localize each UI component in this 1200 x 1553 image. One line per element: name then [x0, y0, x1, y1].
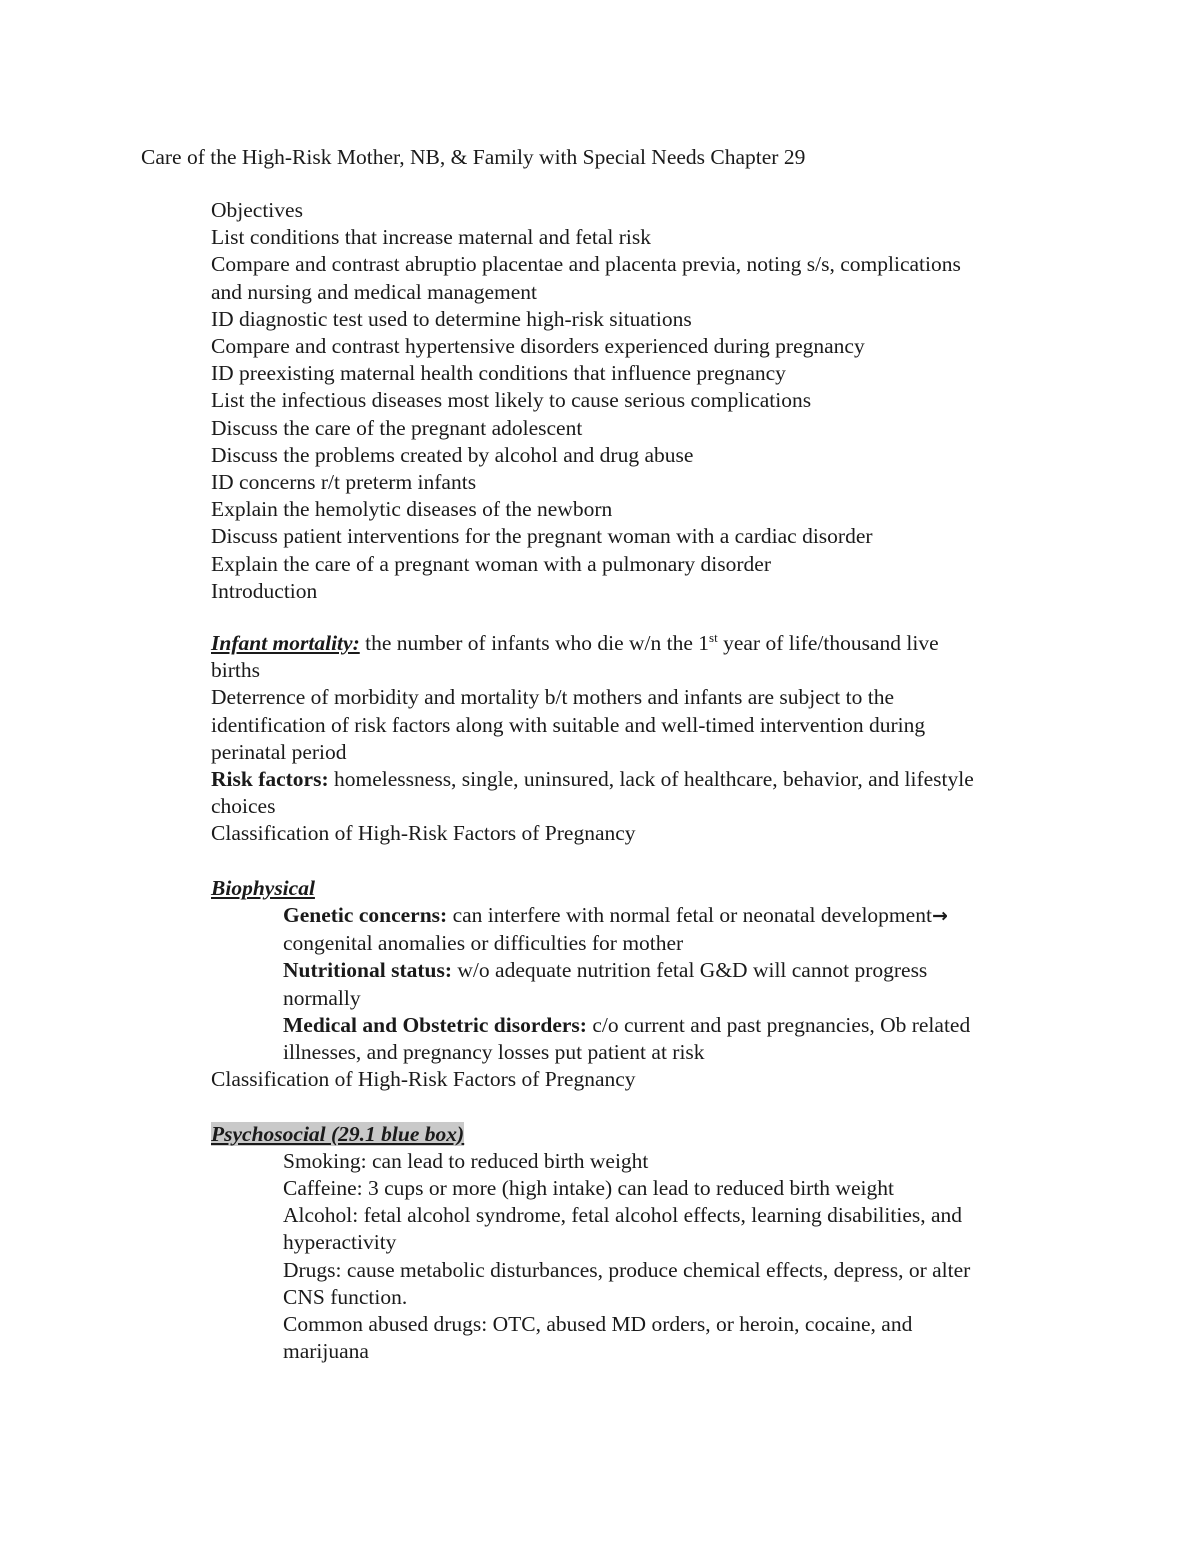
medical-obstetric-line: Medical and Obstetric disorders: c/o current and past pregnancies, Ob related [283, 1012, 971, 1037]
deterrence-line: identification of risk factors along with suitable and well-timed intervention during [211, 712, 926, 737]
objective-line: Compare and contrast abruptio placentae and placenta previa, noting s/s, complications [211, 252, 961, 277]
psychosocial-line: marijuana [283, 1339, 369, 1364]
objective-line: ID diagnostic test used to determine high-risk situations [211, 306, 692, 331]
psychosocial-line: hyperactivity [283, 1230, 397, 1255]
risk-factors-line: choices [211, 794, 276, 819]
deterrence-line: Deterrence of morbidity and mortality b/t mothers and infants are subject to the [211, 685, 895, 710]
objective-line: ID preexisting maternal health conditions that influence pregnancy [211, 361, 786, 386]
arrow-right-icon: → [931, 905, 948, 928]
objective-line: ID concerns r/t preterm infants [211, 470, 477, 495]
genetic-concerns-line: Genetic concerns: can interfere with normal fetal or neonatal development→ [283, 903, 948, 928]
objective-line: Explain the care of a pregnant woman with a pulmonary disorder [211, 551, 772, 576]
objective-line: Discuss patient interventions for the pregnant woman with a cardiac disorder [211, 524, 873, 549]
infant-mortality-line: births [211, 658, 260, 683]
infant-mortality-term: Infant mortality: [211, 631, 360, 655]
page-title: Care of the High-Risk Mother, NB, & Family with Special Needs Chapter 29 [141, 145, 806, 169]
psychosocial-line: Smoking: can lead to reduced birth weight [283, 1148, 649, 1173]
psychosocial-line: Caffeine: 3 cups or more (high intake) can lead to reduced birth weight [283, 1176, 894, 1201]
objective-line: Explain the hemolytic diseases of the newborn [211, 497, 613, 522]
objective-line: Discuss the care of the pregnant adolescent [211, 415, 583, 440]
objective-line: and nursing and medical management [211, 279, 537, 304]
medical-obstetric-line: illnesses, and pregnancy losses put patient at risk [283, 1040, 705, 1065]
body-section [211, 630, 1061, 1365]
nutritional-status-line: Nutritional status: w/o adequate nutrition fetal G&D will cannot progress [283, 958, 928, 983]
objectives-heading: Objectives [211, 198, 303, 222]
objectives-list [211, 197, 1061, 605]
risk-factors-term: Risk factors: [211, 767, 329, 792]
risk-factors-line: Risk factors: homelessness, single, uninsured, lack of healthcare, behavior, and lifestyle [211, 767, 974, 792]
psychosocial-heading: Psychosocial (29.1 blue box) [211, 1121, 465, 1146]
classification-heading: Classification of High-Risk Factors of Pregnancy [211, 1067, 636, 1092]
psychosocial-line: Drugs: cause metabolic disturbances, produce chemical effects, depress, or alter [283, 1257, 971, 1282]
objective-line: List conditions that increase maternal and fetal risk [211, 225, 652, 250]
psychosocial-line: Common abused drugs: OTC, abused MD orders, or heroin, cocaine, and [283, 1312, 913, 1337]
classification-heading: Classification of High-Risk Factors of Pregnancy [211, 821, 636, 846]
introduction-heading: Introduction [211, 578, 318, 603]
genetic-concerns-line: congenital anomalies or difficulties for mother [283, 931, 684, 956]
objective-line: List the infectious diseases most likely to cause serious complications [211, 388, 812, 413]
deterrence-line: perinatal period [211, 739, 347, 764]
objective-line: Compare and contrast hypertensive disorders experienced during pregnancy [211, 334, 865, 359]
psychosocial-line: Alcohol: fetal alcohol syndrome, fetal alcohol effects, learning disabilities, and [283, 1203, 963, 1228]
biophysical-heading: Biophysical [211, 875, 315, 900]
objective-line: Discuss the problems created by alcohol and drug abuse [211, 442, 694, 467]
nutritional-status-line: normally [283, 985, 361, 1010]
psychosocial-line: CNS function. [283, 1284, 408, 1309]
infant-mortality-line: Infant mortality: the number of infants who die w/n the 1st year of life/thousand live [211, 630, 939, 655]
